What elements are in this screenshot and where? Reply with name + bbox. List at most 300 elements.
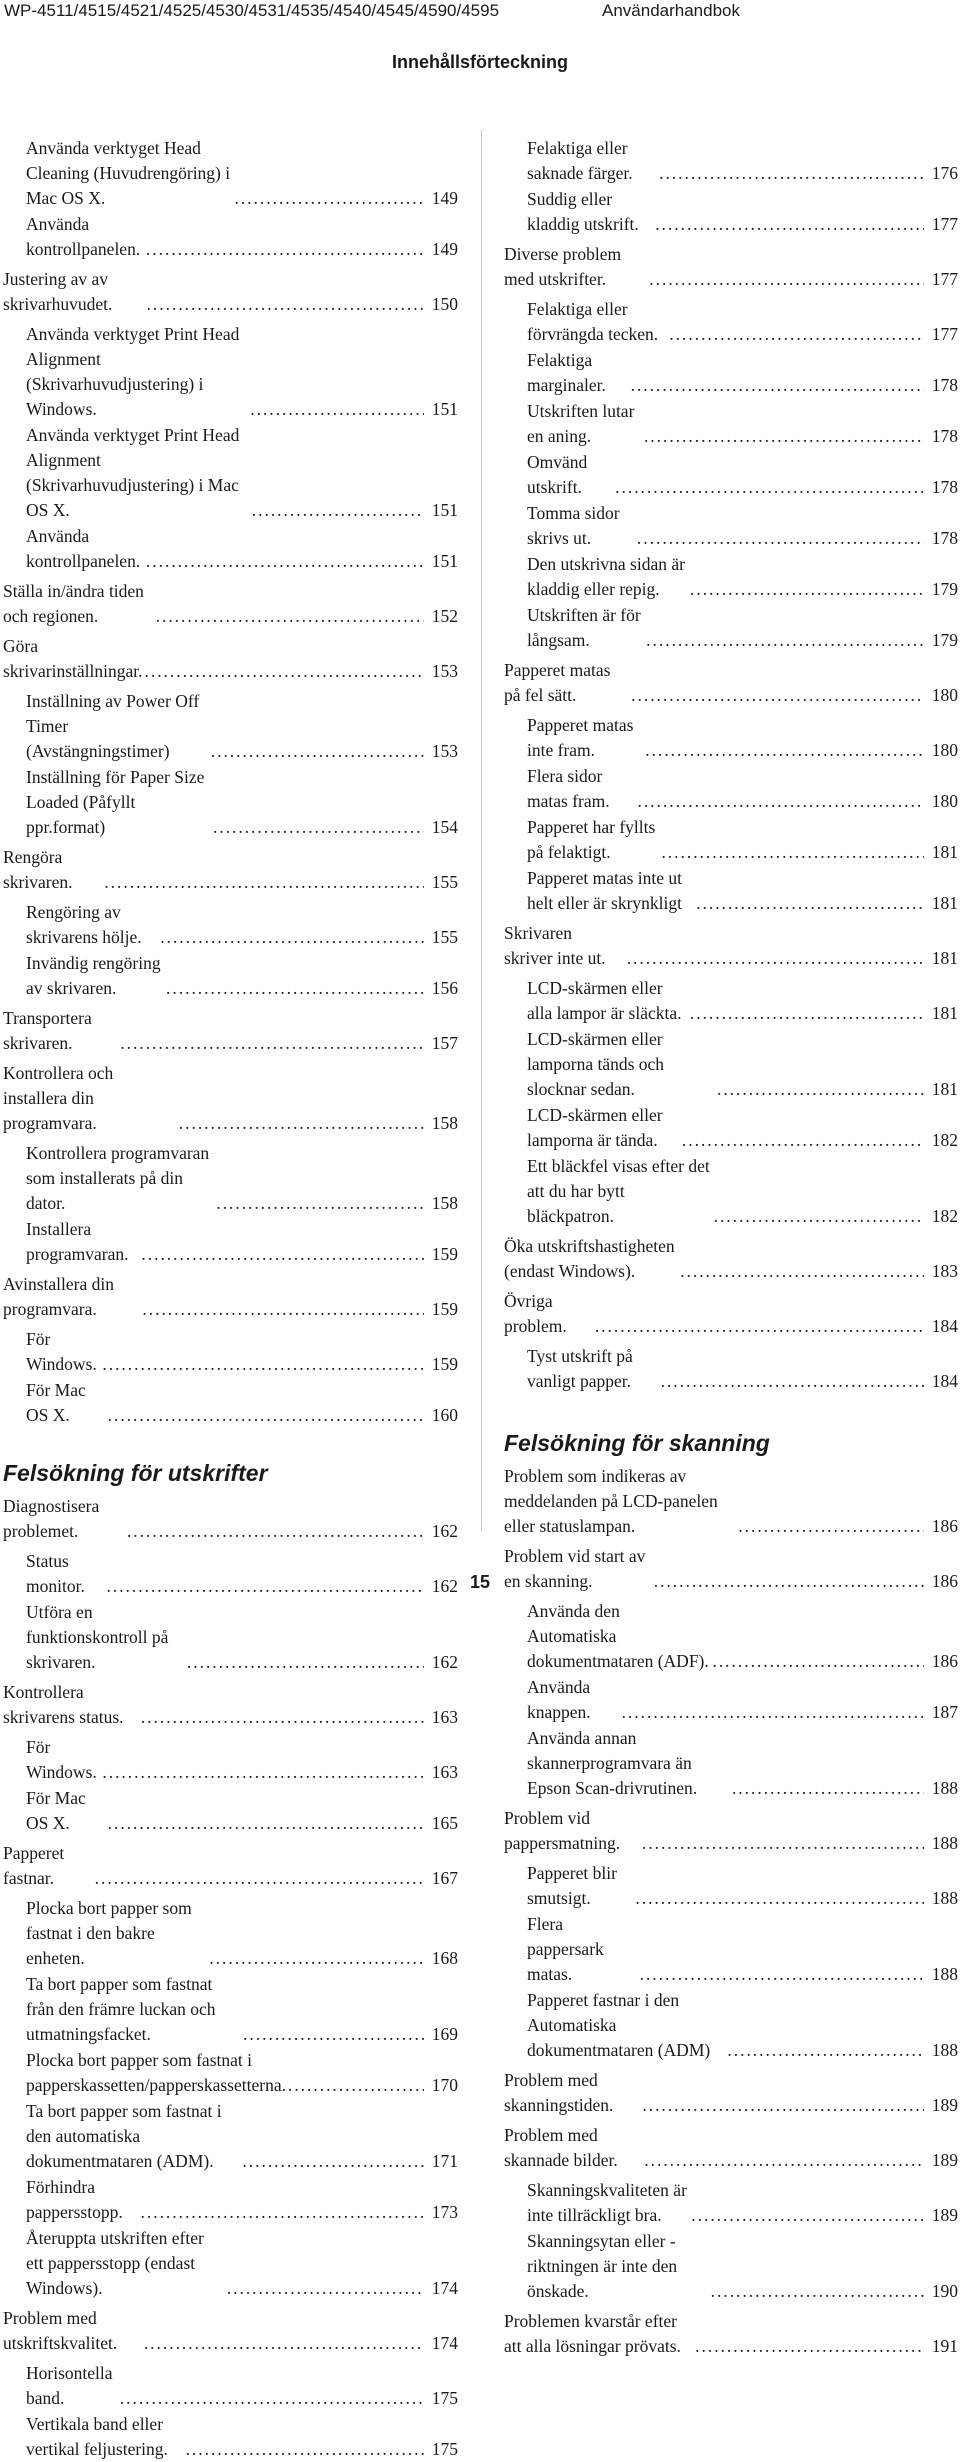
toc-page-number: 174 — [431, 2278, 458, 2298]
running-header — [0, 0, 960, 22]
toc-entry[interactable] — [504, 1289, 958, 1339]
toc-entry-text: Utskriften är för långsam. — [527, 605, 641, 650]
toc-entry[interactable] — [3, 1735, 458, 1785]
toc-leader-dots — [688, 1001, 924, 1026]
toc-leader-dots — [211, 815, 424, 840]
toc-entry-text: Omvänd utskrift. — [527, 452, 588, 497]
toc-entry-text: Suddig eller kladdig utskrift. — [527, 189, 639, 234]
toc-page-number: 183 — [931, 1261, 958, 1281]
toc-entry-text: Ta bort papper som fastnat i den automatiska dokumentmataren (ADM). — [26, 2101, 222, 2171]
toc-entry-text: LCD-skärmen eller lamporna är tända. — [527, 1105, 663, 1150]
toc-entry[interactable] — [504, 603, 958, 653]
toc-entry[interactable] — [504, 1103, 958, 1153]
toc-page-number: 188 — [931, 1778, 958, 1798]
toc-leader-dots — [286, 2073, 424, 2098]
toc-leader-dots — [643, 738, 924, 763]
toc-entry-text: Göra skrivarinställningar. — [3, 636, 143, 681]
toc-leader-dots — [635, 789, 924, 814]
toc-entry[interactable] — [504, 1599, 958, 1674]
toc-leader-dots — [678, 1259, 924, 1284]
toc-leader-dots — [730, 1776, 924, 1801]
toc-entry[interactable] — [504, 713, 958, 763]
toc-entry[interactable] — [3, 2361, 458, 2411]
toc-entry-text: Skanningskvaliteten är inte tillräckligt bra. — [527, 2180, 687, 2225]
toc-page-number: 158 — [431, 1113, 458, 1133]
toc-entry-text: Ett bläckfel visas efter det att du har bytt bläckpatron. — [527, 1156, 710, 1226]
toc-page-number: 171 — [431, 2151, 458, 2171]
toc-entry[interactable] — [504, 2309, 958, 2359]
toc-entry[interactable] — [3, 2226, 458, 2301]
toc-entry-text: Felaktiga marginaler. — [527, 350, 606, 395]
toc-leader-dots — [154, 604, 424, 629]
toc-page-number: 149 — [431, 239, 458, 259]
toc-entry-text: Felaktiga eller förvrängda tecken. — [527, 299, 659, 344]
toc-page-number: 175 — [431, 2439, 458, 2459]
toc-page-number: 189 — [931, 2095, 958, 2115]
toc-list-scanning — [504, 1464, 958, 2359]
toc-page-number: 177 — [931, 269, 958, 289]
toc-entry-text: Övriga problem. — [504, 1291, 567, 1336]
toc-entry[interactable] — [504, 764, 958, 814]
toc-leader-dots — [693, 2334, 924, 2359]
toc-entry[interactable] — [3, 1786, 458, 1836]
toc-page-number: 177 — [931, 324, 958, 344]
toc-entry-text: Inställning av Power Off Timer (Avstängningstimer) — [26, 691, 200, 761]
toc-entry[interactable] — [504, 1988, 958, 2063]
toc-leader-dots — [142, 2331, 424, 2356]
toc-entry-text: Diverse problem med utskrifter. — [504, 244, 622, 289]
toc-leader-dots — [613, 475, 924, 500]
toc-page-number: 154 — [431, 817, 458, 837]
toc-entry-text: Ställa in/ändra tiden och regionen. — [3, 581, 144, 626]
toc-entry[interactable] — [504, 501, 958, 551]
toc-entry-text: Justering av av skrivarhuvudet. — [3, 269, 113, 314]
toc-entry[interactable] — [3, 2306, 458, 2356]
toc-entry[interactable] — [3, 845, 458, 895]
toc-page-number: 162 — [431, 1576, 458, 1596]
toc-entry[interactable] — [3, 322, 458, 422]
toc-leader-dots — [214, 1191, 424, 1216]
toc-leader-dots — [143, 659, 425, 684]
toc-entry[interactable] — [3, 212, 458, 262]
toc-page-number: 180 — [931, 791, 958, 811]
toc-leader-dots — [629, 683, 924, 708]
toc-entry[interactable] — [3, 423, 458, 523]
toc-leader-dots — [184, 2437, 424, 2462]
toc-entry-text: Använda annan skannerprogramvara än Epson Scan-drivrutinen. — [527, 1728, 698, 1798]
toc-entry-text: Problemen kvarstår efter att alla lösningar prövats. — [504, 2311, 681, 2356]
toc-entry[interactable] — [504, 815, 958, 865]
toc-entry[interactable] — [504, 1344, 958, 1394]
toc-entry-text: Använda kontrollpanelen. — [26, 214, 141, 259]
toc-entry[interactable] — [504, 1675, 958, 1725]
toc-entry-text: Problem som indikeras av meddelanden på LCD-panelen eller statuslampan. — [504, 1466, 718, 1536]
toc-page-number: 153 — [431, 741, 458, 761]
toc-leader-dots — [139, 2200, 424, 2225]
toc-entry[interactable] — [3, 951, 458, 1001]
toc-entry-text: Transportera skrivaren. — [3, 1008, 92, 1053]
toc-entry-text: LCD-skärmen eller lamporna tänds och slocknar sedan. — [527, 1029, 665, 1099]
toc-leader-dots — [164, 976, 424, 1001]
toc-entry-text: För Windows. — [26, 1737, 97, 1782]
toc-entry[interactable] — [504, 2178, 958, 2228]
toc-entry[interactable] — [504, 976, 958, 1026]
toc-entry-text: Använda verktyget Print Head Alignment (Skrivarhuvudjustering) i Mac OS X. — [26, 425, 240, 520]
toc-entry[interactable] — [504, 1234, 958, 1284]
toc-entry[interactable] — [3, 579, 458, 629]
toc-page-number: 186 — [931, 1516, 958, 1536]
toc-entry[interactable] — [504, 1027, 958, 1102]
toc-page-number: 175 — [431, 2388, 458, 2408]
toc-page-number: 162 — [431, 1652, 458, 1672]
toc-entry[interactable] — [504, 187, 958, 237]
toc-entry-text: Öka utskriftshastigheten (endast Windows). — [504, 1236, 675, 1281]
toc-entry[interactable] — [504, 348, 958, 398]
toc-leader-dots — [139, 1705, 424, 1730]
toc-entry[interactable] — [3, 2412, 458, 2462]
toc-entry-text: Vertikala band eller vertikal feljustering. — [26, 2414, 168, 2459]
toc-entry-text: Papperet matas på fel sätt. — [504, 660, 611, 705]
toc-page-number: 150 — [431, 294, 458, 314]
toc-page-number: 180 — [931, 740, 958, 760]
toc-leader-dots — [93, 1866, 424, 1891]
toc-entry-text: Problem med skanningstiden. — [504, 2070, 614, 2115]
toc-entry[interactable] — [3, 1327, 458, 1377]
toc-leader-dots — [209, 739, 424, 764]
toc-page-number: 177 — [931, 214, 958, 234]
toc-left-column — [3, 136, 458, 2462]
toc-entry-text: Använda knappen. — [527, 1677, 591, 1722]
toc-entry[interactable] — [3, 1680, 458, 1730]
toc-page-number: 173 — [431, 2202, 458, 2222]
toc-page-number: 187 — [931, 1702, 958, 1722]
toc-page-number: 174 — [431, 2333, 458, 2353]
toc-entry[interactable] — [3, 1061, 458, 1136]
toc-leader-dots — [240, 2149, 424, 2174]
toc-page-number: 178 — [931, 528, 958, 548]
toc-entry[interactable] — [3, 689, 458, 764]
toc-leader-dots — [232, 186, 424, 211]
toc-entry[interactable] — [504, 450, 958, 500]
toc-leader-dots — [102, 870, 424, 895]
toc-leader-dots — [106, 1811, 424, 1836]
toc-page-number: 188 — [931, 1833, 958, 1853]
toc-entry-text: Horisontella band. — [26, 2363, 113, 2408]
toc-leader-dots — [185, 1650, 424, 1675]
toc-page-number: 186 — [931, 1571, 958, 1591]
toc-entry[interactable] — [3, 2175, 458, 2225]
toc-entry[interactable] — [3, 1378, 458, 1428]
toc-entry[interactable] — [3, 524, 458, 574]
toc-entry[interactable] — [3, 136, 458, 211]
toc-entry[interactable] — [3, 1494, 458, 1544]
toc-leader-dots — [715, 1077, 924, 1102]
toc-entry-text: Problem med utskriftskvalitet. — [3, 2308, 118, 2353]
toc-leader-dots — [635, 526, 924, 551]
toc-leader-dots — [633, 1886, 924, 1911]
toc-leader-dots — [709, 2279, 924, 2304]
toc-entry-text: Avinstallera din programvara. — [3, 1274, 114, 1319]
toc-entry[interactable] — [504, 2123, 958, 2173]
toc-leader-dots — [694, 891, 924, 916]
toc-page-number: 176 — [931, 163, 958, 183]
toc-entry-text: Plocka bort papper som fastnat i papperskassetten/papperskassetterna. — [26, 2050, 286, 2095]
model-list: WP-4511/4515/4521/4525/4530/4531/4535/4540/4545/4590/4595 — [4, 1, 500, 20]
toc-page-number: 189 — [931, 2150, 958, 2170]
toc-entry-text: Diagnostisera problemet. — [3, 1496, 100, 1541]
toc-leader-dots — [638, 1962, 924, 1987]
toc-page-number: 151 — [431, 500, 458, 520]
toc-leader-dots — [642, 424, 924, 449]
toc-page-number: 151 — [431, 551, 458, 571]
toc-page-number: 178 — [931, 375, 958, 395]
toc-leader-dots — [158, 925, 424, 950]
toc-leader-dots — [736, 1514, 924, 1539]
toc-entry-text: Använda verktyget Print Head Alignment (Skrivarhuvudjustering) i Windows. — [26, 324, 240, 419]
toc-page-number: 181 — [931, 842, 958, 862]
toc-entry[interactable] — [504, 399, 958, 449]
toc-leader-dots — [689, 2203, 924, 2228]
toc-entry-text: Problem vid start av en skanning. — [504, 1546, 646, 1591]
toc-leader-dots — [100, 1352, 424, 1377]
toc-page-number: 151 — [431, 399, 458, 419]
toc-leader-dots — [680, 1128, 924, 1153]
toc-entry[interactable] — [3, 2099, 458, 2174]
toc-entry[interactable] — [3, 1600, 458, 1675]
toc-entry[interactable] — [504, 1806, 958, 1856]
toc-entry[interactable] — [504, 1912, 958, 1987]
toc-entry[interactable] — [3, 1006, 458, 1056]
toc-entry-text: Kontrollera och installera din programvara. — [3, 1063, 114, 1133]
toc-entry-text: Flera sidor matas fram. — [527, 766, 610, 811]
toc-entry-text: Ta bort papper som fastnat från den främre luckan och utmatningsfacket. — [26, 1974, 216, 2044]
toc-page-number: 158 — [431, 1193, 458, 1213]
toc-leader-dots — [620, 1700, 924, 1725]
toc-leader-dots — [144, 549, 424, 574]
toc-leader-dots — [659, 1369, 924, 1394]
toc-entry[interactable] — [504, 242, 958, 292]
toc-leader-dots — [710, 1649, 924, 1674]
toc-page-number: 189 — [931, 2205, 958, 2225]
toc-entry[interactable] — [504, 921, 958, 971]
toc-page-number: 184 — [931, 1316, 958, 1336]
section-title: Innehållsförteckning — [391, 52, 569, 72]
toc-leader-dots — [647, 267, 924, 292]
toc-page-number: 186 — [931, 1651, 958, 1671]
toc-entry-text: Rengöring av skrivarens hölje. — [26, 902, 142, 947]
toc-entry[interactable] — [504, 136, 958, 186]
chapter-title-printing: Felsökning för utskrifter — [3, 1460, 268, 1486]
toc-entry-text: Flera pappersark matas. — [527, 1914, 604, 1984]
toc-leader-dots — [629, 373, 924, 398]
toc-list-left — [3, 136, 458, 1428]
toc-page-number: 169 — [431, 2024, 458, 2044]
toc-leader-dots — [106, 1403, 424, 1428]
toc-entry-text: Skanningsytan eller -riktningen är inte den önskade. — [527, 2231, 678, 2301]
toc-page-number: 182 — [931, 1206, 958, 1226]
toc-leader-dots — [667, 322, 924, 347]
toc-leader-dots — [593, 1314, 924, 1339]
toc-page-number: 163 — [431, 1762, 458, 1782]
toc-leader-dots — [241, 2022, 424, 2047]
toc-page-number: 188 — [931, 1888, 958, 1908]
toc-entry[interactable] — [504, 297, 958, 347]
toc-page-number: 184 — [931, 1371, 958, 1391]
toc-entry-text: Använda verktyget Head Cleaning (Huvudrengöring) i Mac OS X. — [26, 138, 231, 208]
toc-entry-text: Problem vid pappersmatning. — [504, 1808, 621, 1853]
toc-entry[interactable] — [3, 2048, 458, 2098]
toc-page-number: 165 — [431, 1813, 458, 1833]
toc-page-number: 180 — [931, 685, 958, 705]
toc-entry-text: Skrivaren skriver inte ut. — [504, 923, 606, 968]
toc-page-number: 181 — [931, 893, 958, 913]
toc-entry-text: Papperet blir smutsigt. — [527, 1863, 617, 1908]
toc-leader-dots — [725, 2038, 924, 2063]
toc-entry-text: Förhindra pappersstopp. — [26, 2177, 123, 2222]
toc-page-number: 157 — [431, 1033, 458, 1053]
toc-page-number: 182 — [931, 1130, 958, 1150]
toc-entry-text: Tyst utskrift på vanligt papper. — [527, 1346, 633, 1391]
toc-entry[interactable] — [3, 634, 458, 684]
toc-leader-dots — [139, 1242, 424, 1267]
toc-entry-text: För Mac OS X. — [26, 1788, 86, 1833]
toc-entry[interactable] — [3, 1272, 458, 1322]
toc-page-number: 162 — [431, 1521, 458, 1541]
chapter-title-scanning: Felsökning för skanning — [504, 1430, 770, 1456]
toc-page-number: 188 — [931, 1964, 958, 1984]
toc-entry-text: Papperet har fyllts på felaktigt. — [527, 817, 656, 862]
toc-entry[interactable] — [504, 658, 958, 708]
toc-page-number: 163 — [431, 1707, 458, 1727]
toc-page-number: 168 — [431, 1948, 458, 1968]
toc-page-number: 170 — [431, 2075, 458, 2095]
toc-list-printing — [3, 1494, 458, 2462]
toc-entry-text: För Mac OS X. — [26, 1380, 86, 1425]
toc-leader-dots — [118, 1031, 424, 1056]
toc-entry[interactable] — [3, 765, 458, 840]
toc-leader-dots — [125, 1519, 424, 1544]
toc-entry-text: Papperet fastnar. — [3, 1843, 65, 1888]
toc-page-number: 159 — [431, 1244, 458, 1264]
toc-page-number: 179 — [931, 630, 958, 650]
toc-entry-text: Använda kontrollpanelen. — [26, 526, 141, 571]
toc-page-number: 179 — [931, 579, 958, 599]
toc-leader-dots — [144, 237, 424, 262]
toc-page-number: 152 — [431, 606, 458, 626]
toc-leader-dots — [657, 161, 924, 186]
toc-leader-dots — [653, 212, 924, 237]
toc-page-number: 156 — [431, 978, 458, 998]
toc-entry[interactable] — [504, 552, 958, 602]
toc-entry-text: Papperet fastnar i den Automatiska dokumentmataren (ADM) — [527, 1990, 711, 2060]
toc-leader-dots — [642, 2148, 924, 2173]
toc-entry-text: Status monitor. — [26, 1551, 85, 1596]
column-divider — [481, 130, 482, 1530]
toc-entry-text: För Windows. — [26, 1329, 97, 1374]
toc-entry-text: Problem med skannade bilder. — [504, 2125, 618, 2170]
toc-page-number: 178 — [931, 477, 958, 497]
guide-title: Användarhandbok — [602, 1, 741, 20]
toc-list-right — [504, 136, 958, 1394]
toc-leader-dots — [118, 2386, 424, 2411]
toc-entry-text: Papperet matas inte fram. — [527, 715, 634, 760]
toc-page-number: 155 — [431, 872, 458, 892]
toc-page-number: 181 — [931, 1079, 958, 1099]
toc-entry[interactable] — [3, 1841, 458, 1891]
toc-entry-text: Tomma sidor skrivs ut. — [527, 503, 620, 548]
toc-leader-dots — [712, 1204, 924, 1229]
toc-page-number: 181 — [931, 1003, 958, 1023]
toc-page-number: 167 — [431, 1868, 458, 1888]
toc-entry[interactable] — [504, 1154, 958, 1229]
toc-leader-dots — [177, 1111, 424, 1136]
toc-page-number: 155 — [431, 927, 458, 947]
toc-entry[interactable] — [504, 866, 958, 916]
toc-leader-dots — [688, 577, 924, 602]
toc-page-number: 159 — [431, 1299, 458, 1319]
toc-right-column — [504, 136, 958, 2364]
toc-leader-dots — [248, 397, 424, 422]
toc-page-number: 188 — [931, 2040, 958, 2060]
toc-leader-dots — [659, 840, 924, 865]
toc-page-number: 153 — [431, 661, 458, 681]
toc-entry[interactable] — [504, 1861, 958, 1911]
toc-leader-dots — [644, 628, 924, 653]
toc-leader-dots — [250, 498, 424, 523]
toc-entry[interactable] — [504, 2068, 958, 2118]
toc-leader-dots — [625, 946, 924, 971]
toc-entry-text: Plocka bort papper som fastnat i den bakre enheten. — [26, 1898, 192, 1968]
toc-page-number: 159 — [431, 1354, 458, 1374]
toc-page-number: 190 — [931, 2281, 958, 2301]
toc-entry-text: Kontrollera skrivarens status. — [3, 1682, 124, 1727]
toc-entry-text: Återuppta utskriften efter ett pappersstopp (endast Windows). — [26, 2228, 204, 2298]
toc-entry-text: Installera programvaran. — [26, 1219, 129, 1264]
toc-page-number: 160 — [431, 1405, 458, 1425]
toc-page-number: 191 — [931, 2336, 958, 2356]
toc-entry-text: Invändig rengöring av skrivaren. — [26, 953, 161, 998]
toc-leader-dots — [640, 1831, 924, 1856]
toc-entry-text: Rengöra skrivaren. — [3, 847, 73, 892]
toc-entry[interactable] — [3, 1141, 458, 1216]
toc-entry[interactable] — [3, 900, 458, 950]
toc-leader-dots — [140, 1297, 424, 1322]
page-number: 15 — [469, 1572, 491, 1592]
toc-leader-dots — [640, 2093, 924, 2118]
toc-entry-text: LCD-skärmen eller alla lampor är släckta. — [527, 978, 682, 1023]
toc-leader-dots — [100, 1760, 424, 1785]
toc-leader-dots — [145, 292, 424, 317]
toc-entry-text: Den utskrivna sidan är kladdig eller repig. — [527, 554, 685, 599]
toc-entry[interactable] — [3, 267, 458, 317]
toc-entry-text: Papperet matas inte ut helt eller är skrynkligt — [527, 868, 683, 913]
toc-entry-text: Inställning för Paper Size Loaded (Påfyllt ppr.format) — [26, 767, 205, 837]
toc-page-number: 149 — [431, 188, 458, 208]
toc-page-number: 178 — [931, 426, 958, 446]
toc-entry-text: Utskriften lutar en aning. — [527, 401, 635, 446]
toc-entry[interactable] — [3, 1896, 458, 1971]
toc-page-number: 181 — [931, 948, 958, 968]
toc-entry[interactable] — [504, 2229, 958, 2304]
toc-entry[interactable] — [3, 1972, 458, 2047]
toc-leader-dots — [207, 1946, 424, 1971]
toc-entry[interactable] — [3, 1217, 458, 1267]
toc-entry-text: Kontrollera programvaran som installerats på din dator. — [26, 1143, 210, 1213]
toc-entry-text: Använda den Automatiska dokumentmataren (ADF). — [527, 1601, 709, 1671]
toc-leader-dots — [225, 2276, 424, 2301]
toc-entry[interactable] — [504, 1464, 958, 1539]
toc-entry[interactable] — [504, 1726, 958, 1801]
